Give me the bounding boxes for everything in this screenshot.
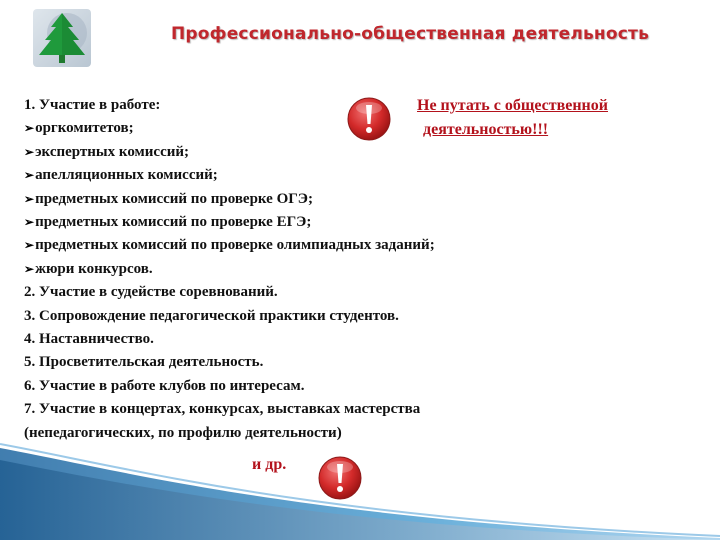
line-text: предметных комиссий по проверке олимпиадных заданий; — [35, 237, 435, 254]
bullet-item — [24, 258, 435, 281]
etc-note: и др. — [252, 456, 287, 473]
list-item — [24, 351, 435, 374]
list-item — [24, 281, 435, 304]
line-text: оргкомитетов; — [35, 120, 134, 137]
bullet-item — [24, 234, 435, 257]
arrow-bullet-icon: ➢ — [24, 261, 35, 276]
list-item — [24, 398, 435, 421]
exclamation-alert-icon — [346, 96, 392, 142]
warning-line-2: деятельностью!!! — [423, 121, 549, 138]
line-text: предметных комиссий по проверке ОГЭ; — [35, 190, 313, 207]
arrow-bullet-icon: ➢ — [24, 215, 35, 230]
line-text: 1. Участие в работе: — [24, 97, 161, 113]
bullet-item — [24, 211, 435, 234]
list-item — [24, 375, 435, 398]
arrow-bullet-icon: ➢ — [24, 144, 35, 159]
line-text: 7. Участие в концертах, конкурсах, выставках мастерства — [24, 401, 421, 418]
arrow-bullet-icon: ➢ — [24, 238, 35, 253]
list-item — [24, 305, 435, 328]
line-text: (непедагогических, по профилю деятельности) — [24, 424, 342, 441]
logo-fir-tree-icon — [33, 9, 91, 67]
warning-line-1: Не путать с общественной — [417, 97, 608, 114]
warning-note — [417, 94, 608, 142]
line-text: 5. Просветительская деятельность. — [24, 354, 264, 371]
bullet-item — [24, 188, 435, 211]
line-text: 2. Участие в судействе соревнований. — [24, 284, 278, 301]
arrow-bullet-icon: ➢ — [24, 168, 35, 183]
line-text: 4. Наставничество. — [24, 331, 154, 348]
arrow-bullet-icon: ➢ — [24, 121, 35, 136]
bullet-item — [24, 164, 435, 187]
slide-title: Профессионально-общественная деятельность — [170, 24, 650, 44]
list-item — [24, 328, 435, 351]
line-text: 6. Участие в работе клубов по интересам. — [24, 377, 305, 394]
line-text: апелляционных комиссий; — [35, 167, 218, 184]
content-list — [24, 94, 435, 445]
line-text: жюри конкурсов. — [35, 260, 153, 277]
arrow-bullet-icon: ➢ — [24, 191, 35, 206]
bullet-item — [24, 141, 435, 164]
decorative-blue-swoosh — [0, 440, 720, 540]
line-text: предметных комиссий по проверке ЕГЭ; — [35, 214, 312, 231]
line-text: экспертных комиссий; — [35, 143, 190, 160]
line-text: 3. Сопровождение педагогической практики студентов. — [24, 307, 399, 324]
